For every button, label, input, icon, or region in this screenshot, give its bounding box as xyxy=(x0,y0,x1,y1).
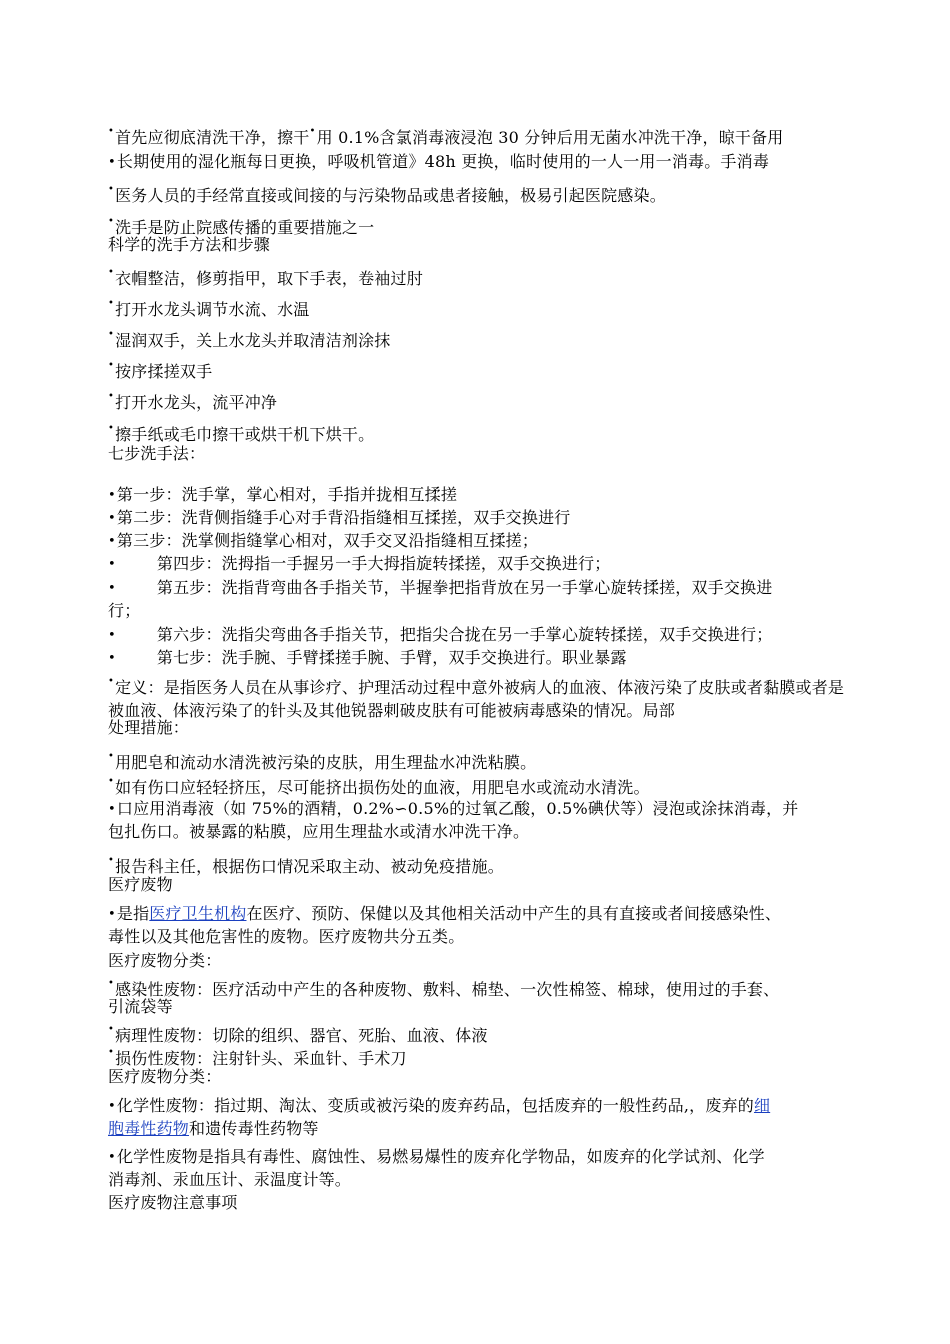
paragraph xyxy=(108,798,850,821)
link-medical-institution[interactable]: 医疗卫生机构 xyxy=(149,904,247,923)
step-item xyxy=(108,647,850,670)
text: 感染性废物：医疗活动中产生的各种废物、敷料、棉垫、一次性棉签、棉球，使用过的手套、 xyxy=(115,980,780,999)
list-item xyxy=(108,293,850,321)
text: 打开水龙头，流平冲净 xyxy=(115,393,278,412)
text: 定义：是指医务人员在从事诊疗、护理活动过程中意外被病人的血液、体液污染了皮肤或者黏膜或者是被血液、体液污染了的针头及其他锐器刺破皮肤有可能被病毒感染的情况。局部 xyxy=(108,678,845,720)
bullet: • xyxy=(108,1150,116,1165)
text: 口应用消毒液（如 75%的酒精，0.2%∽0.5%的过氧乙酸，0.5%碘伏等）浸泡或涂抹消毒，并 xyxy=(116,799,799,818)
bullet: • xyxy=(108,1047,115,1058)
link-cytotoxic-drugs[interactable]: 细 xyxy=(753,1096,771,1115)
bullet: • xyxy=(108,1099,116,1114)
bullet: • xyxy=(108,511,116,526)
list-item xyxy=(108,324,850,352)
text: 擦手纸或毛巾擦干或烘干机下烘干。 xyxy=(115,425,375,444)
link-cytotoxic-drugs[interactable]: 胞毒性药物 xyxy=(108,1119,190,1138)
paragraph xyxy=(108,179,850,207)
bullet: • xyxy=(108,855,115,866)
list-item xyxy=(108,355,850,383)
bullet: • xyxy=(108,907,116,922)
list-item xyxy=(108,386,850,414)
bullet: • xyxy=(108,751,115,762)
text: 损伤性废物：注射针头、采血针、手术刀 xyxy=(115,1049,407,1068)
text: 第三步：洗掌侧指缝掌心相对，双手交叉沿指缝相互揉搓； xyxy=(116,531,539,550)
section-heading: 医疗废物 xyxy=(108,875,173,894)
bullet: • xyxy=(108,802,116,817)
step-item xyxy=(108,577,850,600)
paragraph xyxy=(108,151,850,174)
text: 打开水龙头调节水流、水温 xyxy=(115,300,310,319)
text: 第四步：洗拇指一手握另一手大拇指旋转揉搓，双手交换进行； xyxy=(156,554,611,573)
bullet: • xyxy=(108,423,115,434)
step-item xyxy=(108,484,850,507)
section-heading: 科学的洗手方法和步骤 xyxy=(108,235,271,254)
section-heading: 医疗废物分类： xyxy=(108,951,222,970)
bullet: • xyxy=(108,557,116,572)
text: 包扎伤口。被暴露的粘膜，应用生理盐水或清水冲洗干净。 xyxy=(108,822,530,841)
bullet: • xyxy=(309,126,316,137)
text: 衣帽整洁，修剪指甲，取下手表，卷袖过肘 xyxy=(115,269,423,288)
step-item xyxy=(108,624,850,647)
text: 化学性废物是指具有毒性、腐蚀性、易燃易爆性的废弃化学物品，如废弃的化学试剂、化学 xyxy=(116,1147,765,1166)
bullet: • xyxy=(108,676,115,687)
text: 用 0.1%含氯消毒液浸泡 30 分钟后用无菌水冲洗干净，晾干备用 xyxy=(316,128,784,147)
text: 是指 xyxy=(116,904,150,923)
text: 如有伤口应轻轻挤压，尽可能挤出损伤处的血液，用肥皂水或流动水清洗。 xyxy=(115,778,650,797)
bullet: • xyxy=(108,391,115,402)
bullet: • xyxy=(108,651,116,666)
paragraph-continuation xyxy=(108,1118,850,1140)
paragraph xyxy=(108,1146,850,1169)
text: 按序揉搓双手 xyxy=(115,362,213,381)
text: 洗手是防止院感传播的重要措施之一 xyxy=(115,218,375,237)
text: 第七步：洗手腕、手臂揉搓手腕、手臂，双手交换进行。职业暴露 xyxy=(156,648,627,667)
paragraph xyxy=(108,121,850,149)
bullet: • xyxy=(108,360,115,371)
text: 首先应彻底清洗干净，擦干 xyxy=(115,128,310,147)
bullet: • xyxy=(108,534,116,549)
text: 和遗传毒性药物等 xyxy=(189,1119,319,1138)
section-heading: 医疗废物注意事项 xyxy=(108,1193,238,1212)
bullet: • xyxy=(108,216,115,227)
step-item xyxy=(108,553,850,576)
text: 医务人员的手经常直接或间接的与污染物品或患者接触，极易引起医院感染。 xyxy=(115,186,666,205)
text: 湿润双手，关上水龙头并取清洁剂涂抹 xyxy=(115,331,391,350)
text: 消毒剂、汞血压计、汞温度计等。 xyxy=(108,1170,352,1189)
text: 处理措施： xyxy=(108,718,190,737)
text: 第五步：洗指背弯曲各手指关节，半握拳把指背放在另一手掌心旋转揉搓，双手交换进 xyxy=(156,578,773,597)
text: 病理性废物：切除的组织、器官、死胎、血液、体液 xyxy=(115,1026,488,1045)
bullet: • xyxy=(108,581,116,596)
list-item xyxy=(108,418,850,446)
text: 引流袋等 xyxy=(108,997,173,1016)
paragraph xyxy=(108,903,850,926)
text: 毒性以及其他危害性的废物。医疗废物共分五类。 xyxy=(108,927,465,946)
paragraph xyxy=(108,746,850,774)
step-item xyxy=(108,530,850,553)
text: 第六步：洗指尖弯曲各手指关节，把指尖合拢在另一手掌心旋转揉搓，双手交换进行； xyxy=(156,625,773,644)
paragraph xyxy=(108,670,850,722)
bullet: • xyxy=(108,488,116,503)
section-heading: 七步洗手法： xyxy=(108,444,206,463)
bullet: • xyxy=(108,267,115,278)
text: 化学性废物：指过期、淘汰、变质或被污染的废弃药品，包括废弃的一般性药品,，废弃的 xyxy=(116,1096,754,1115)
text: 行； xyxy=(108,601,141,620)
text: 长期使用的湿化瓶每日更换，呼吸机管道》48h 更换，临时使用的一人一用一消毒。手消毒 xyxy=(116,152,770,171)
text: 第二步：洗背侧指缝手心对手背沿指缝相互揉搓，双手交换进行 xyxy=(116,508,571,527)
bullet: • xyxy=(108,978,115,989)
text: 用肥皂和流动水清洗被污染的皮肤，用生理盐水冲洗粘膜。 xyxy=(115,753,537,772)
bullet: • xyxy=(108,155,116,170)
bullet: • xyxy=(108,184,115,195)
text: 第一步：洗手掌，掌心相对，手指并拢相互揉搓 xyxy=(116,485,458,504)
bullet: • xyxy=(108,776,115,787)
bullet: • xyxy=(108,126,115,137)
paragraph xyxy=(108,771,850,799)
bullet: • xyxy=(108,1024,115,1035)
paragraph xyxy=(108,1095,850,1118)
text: 报告科主任，根据伤口情况采取主动、被动免疫措施。 xyxy=(115,857,504,876)
section-heading: 医疗废物分类： xyxy=(108,1067,222,1086)
bullet: • xyxy=(108,298,115,309)
text: 在医疗、预防、保健以及其他相关活动中产生的具有直接或者间接感染性、 xyxy=(246,904,782,923)
list-item xyxy=(108,262,850,290)
bullet: • xyxy=(108,628,116,643)
step-item xyxy=(108,507,850,530)
bullet: • xyxy=(108,329,115,340)
